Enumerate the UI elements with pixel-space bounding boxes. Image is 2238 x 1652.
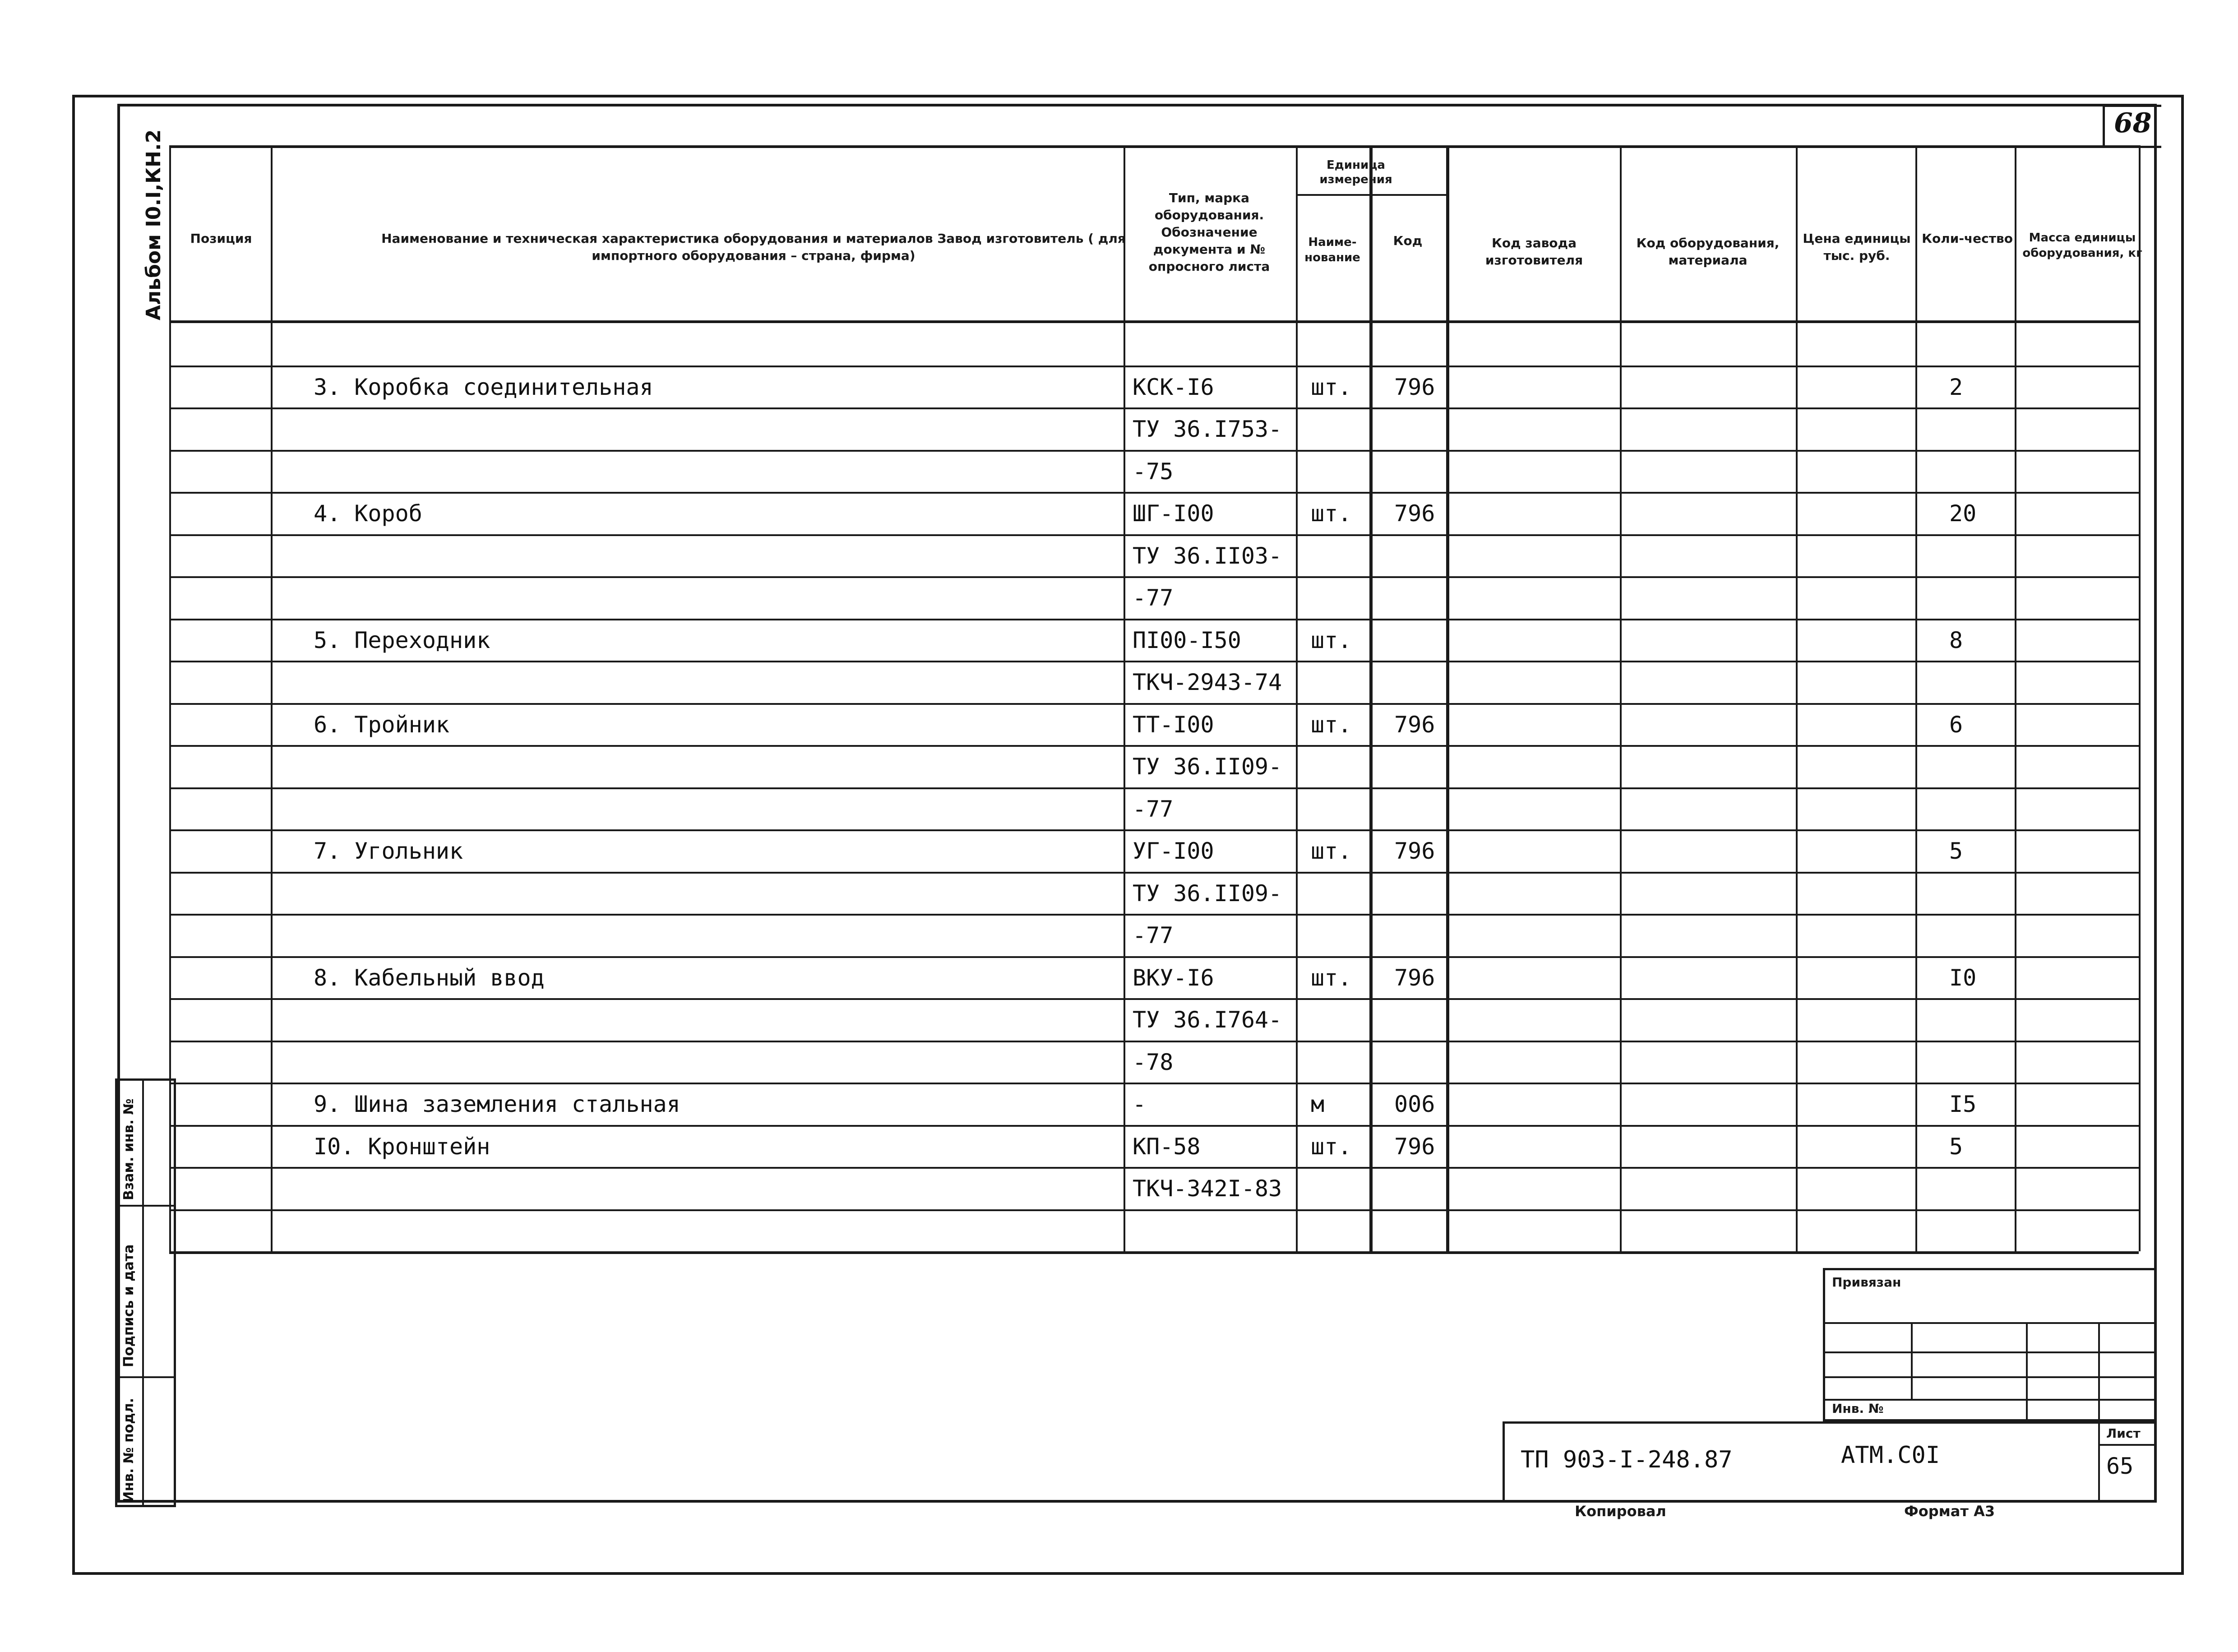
table-row-line bbox=[169, 998, 2139, 1000]
table-row-line bbox=[169, 703, 2139, 705]
table-row-line bbox=[169, 407, 2139, 409]
table-column-line bbox=[1796, 145, 1798, 1251]
table-row-line bbox=[169, 450, 2139, 452]
table-row-line bbox=[169, 1041, 2139, 1042]
privyazan-col-3 bbox=[2098, 1322, 2100, 1421]
row-unit: шт. bbox=[1311, 964, 1352, 991]
row-unit: шт. bbox=[1311, 374, 1352, 400]
sheet-number: 65 bbox=[2106, 1453, 2134, 1479]
row-type: ТУ 36.II03- bbox=[1133, 542, 1282, 569]
row-type: ТКЧ-342I-83 bbox=[1133, 1175, 1282, 1202]
row-type: ВКУ-I6 bbox=[1133, 964, 1214, 991]
list-label-line bbox=[2098, 1444, 2157, 1446]
table-column-line bbox=[2015, 145, 2016, 1251]
row-name: 6. Тройник bbox=[314, 711, 450, 738]
inv-no-label: Инв. № bbox=[1832, 1401, 1884, 1416]
row-type: -77 bbox=[1133, 922, 1174, 949]
row-type: ТУ 36.II09- bbox=[1133, 754, 1282, 780]
row-quantity: 5 bbox=[1949, 1133, 1963, 1160]
privyazan-line-4 bbox=[1823, 1399, 2157, 1401]
table-row-line bbox=[169, 1125, 2139, 1127]
row-name: 8. Кабельный ввод bbox=[314, 964, 545, 991]
row-code: 006 bbox=[1394, 1091, 1435, 1117]
row-type: -77 bbox=[1133, 585, 1174, 611]
row-quantity: 5 bbox=[1949, 838, 1963, 864]
row-type: ШГ-I00 bbox=[1133, 500, 1214, 527]
row-type: УГ-I00 bbox=[1133, 838, 1214, 864]
table-row-line bbox=[169, 829, 2139, 831]
row-quantity: 8 bbox=[1949, 627, 1963, 653]
table-row-line bbox=[169, 661, 2139, 662]
row-quantity: 6 bbox=[1949, 711, 1963, 738]
row-type: -77 bbox=[1133, 796, 1174, 822]
header-position: Позиция bbox=[190, 231, 252, 246]
table-row-line bbox=[169, 914, 2139, 916]
table-column-line bbox=[1369, 145, 1373, 1251]
row-unit: м bbox=[1311, 1091, 1325, 1117]
row-type: ТКЧ-2943-74 bbox=[1133, 669, 1282, 695]
table-column-line bbox=[1296, 145, 1298, 1251]
row-name: 7. Угольник bbox=[314, 838, 463, 864]
header-unit-name: Наиме-нование bbox=[1304, 236, 1360, 264]
main-stamp-divider bbox=[2098, 1421, 2100, 1503]
row-code: 796 bbox=[1394, 500, 1435, 527]
row-type: ПI00-I50 bbox=[1133, 627, 1241, 653]
privyazan-block bbox=[1823, 1268, 2157, 1421]
row-name: 4. Короб bbox=[314, 500, 422, 527]
row-code: 796 bbox=[1394, 838, 1435, 864]
header-name: Наименование и техническая характеристика оборудования и материалов Завод изготовитель ( для импортного оборудования – страна, фирма) bbox=[381, 231, 1126, 263]
side-stamp-line-1 bbox=[115, 1205, 176, 1207]
table-row-line bbox=[169, 534, 2139, 536]
footer-format: Формат А3 bbox=[1904, 1503, 1995, 1520]
footer-copied: Копировал bbox=[1575, 1503, 1666, 1520]
table-row-line bbox=[169, 745, 2139, 747]
table-row-line bbox=[169, 619, 2139, 620]
table-row-line bbox=[169, 492, 2139, 494]
row-unit: шт. bbox=[1311, 500, 1352, 527]
row-unit: шт. bbox=[1311, 1133, 1352, 1160]
header-quantity: Коли-чество bbox=[1922, 231, 2013, 246]
header-unit-code: Код bbox=[1393, 233, 1423, 248]
row-code: 796 bbox=[1394, 374, 1435, 400]
privyazan-line-2 bbox=[1823, 1351, 2157, 1353]
table-row-line bbox=[169, 1251, 2139, 1254]
row-name: 3. Коробка соединительная bbox=[314, 374, 653, 400]
doc-mark: АТМ.С0I bbox=[1841, 1442, 1940, 1469]
table-row-line bbox=[169, 576, 2139, 578]
header-bottom-line bbox=[169, 320, 2139, 323]
side-stamp-vzam: Взам. инв. № bbox=[121, 1098, 137, 1200]
side-stamp-podpis: Подпись и дата bbox=[121, 1244, 137, 1367]
row-code: 796 bbox=[1394, 711, 1435, 738]
header-price: Цена единицы тыс. руб. bbox=[1803, 231, 1911, 263]
side-stamp-divider bbox=[142, 1078, 144, 1507]
page-number: 68 bbox=[2114, 107, 2152, 139]
table-column-line bbox=[1124, 145, 1125, 1251]
table-column-line bbox=[1446, 145, 1449, 1251]
privyazan-line-3 bbox=[1823, 1376, 2157, 1378]
row-code: 796 bbox=[1394, 1133, 1435, 1160]
album-label: Альбом I0.I,КН.2 bbox=[142, 129, 165, 320]
table-row-line bbox=[169, 1209, 2139, 1211]
header-factory-code: Код завода изготовителя bbox=[1485, 236, 1583, 268]
row-type: КСК-I6 bbox=[1133, 374, 1214, 400]
row-name: 5. Переходник bbox=[314, 627, 490, 653]
row-type: КП-58 bbox=[1133, 1133, 1201, 1160]
row-type: ТУ 36.I753- bbox=[1133, 416, 1282, 442]
header-type: Тип, марка оборудования. Обозначение документа и № опросного листа bbox=[1148, 190, 1270, 274]
doc-code: ТП 903-I-248.87 bbox=[1521, 1446, 1733, 1473]
table-row-line bbox=[169, 956, 2139, 958]
list-label: Лист bbox=[2106, 1426, 2141, 1441]
header-mass: Масса единицы оборудования, кг bbox=[2022, 231, 2142, 260]
table-column-line bbox=[271, 145, 273, 1251]
row-quantity: 2 bbox=[1949, 374, 1963, 400]
row-type: -78 bbox=[1133, 1049, 1174, 1075]
table-row-line bbox=[169, 1083, 2139, 1084]
table-row-line bbox=[169, 872, 2139, 874]
unit-group-line bbox=[1296, 194, 1446, 196]
table-column-line bbox=[2139, 145, 2141, 1251]
row-unit: шт. bbox=[1311, 711, 1352, 738]
table-row-line bbox=[169, 1167, 2139, 1169]
row-unit: шт. bbox=[1311, 838, 1352, 864]
table-column-line bbox=[1915, 145, 1917, 1251]
header-equipment-code: Код оборудования, материала bbox=[1636, 236, 1780, 268]
table-row-line bbox=[169, 787, 2139, 789]
row-type: - bbox=[1133, 1091, 1147, 1117]
row-code: 796 bbox=[1394, 964, 1435, 991]
header-unit-group: Единица измерения bbox=[1319, 158, 1392, 186]
row-name: 9. Шина заземления стальная bbox=[314, 1091, 680, 1117]
privyazan-label: Привязан bbox=[1832, 1275, 1901, 1290]
privyazan-col-2 bbox=[2026, 1322, 2028, 1421]
row-type: ТТ-I00 bbox=[1133, 711, 1214, 738]
side-stamp-line-2 bbox=[115, 1376, 176, 1378]
row-name: I0. Кронштейн bbox=[314, 1133, 490, 1160]
row-quantity: I5 bbox=[1949, 1091, 1977, 1117]
row-type: -75 bbox=[1133, 458, 1174, 485]
table-row-line bbox=[169, 366, 2139, 367]
table-column-line bbox=[1620, 145, 1622, 1251]
row-unit: шт. bbox=[1311, 627, 1352, 653]
side-stamp-inv: Инв. № подл. bbox=[121, 1397, 137, 1503]
row-quantity: I0 bbox=[1949, 964, 1977, 991]
table-top-line bbox=[169, 145, 2139, 148]
privyazan-col-1 bbox=[1911, 1322, 1913, 1399]
row-type: ТУ 36.I764- bbox=[1133, 1007, 1282, 1033]
row-type: ТУ 36.II09- bbox=[1133, 880, 1282, 907]
privyazan-line-1 bbox=[1823, 1322, 2157, 1324]
row-quantity: 20 bbox=[1949, 500, 1977, 527]
